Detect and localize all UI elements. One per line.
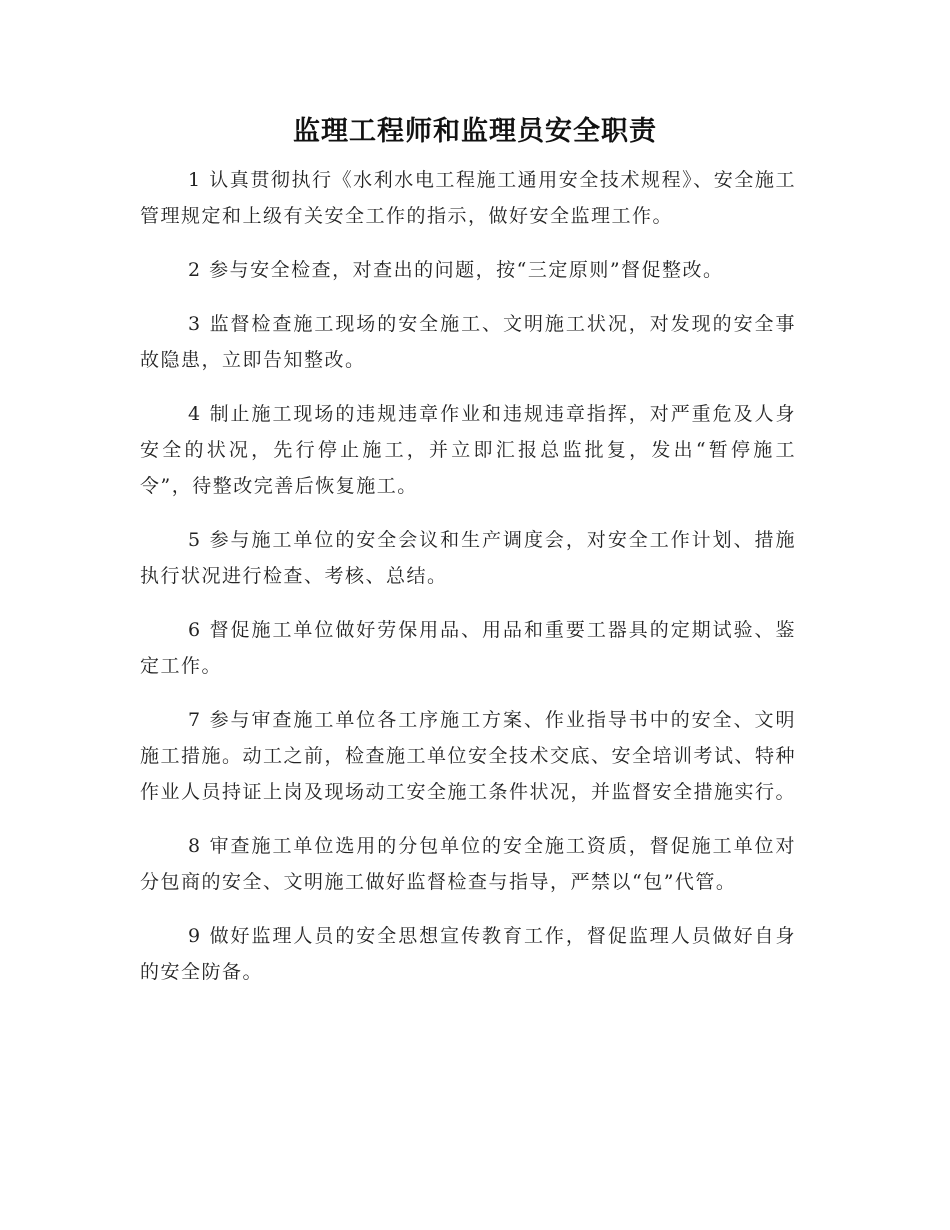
document-body [140, 162, 796, 1008]
duty-paragraph-2: 2 参与安全检查，对查出的问题，按“三定原则”督促整改。 [188, 259, 724, 281]
duty-paragraph-7: 7 参与审查施工单位各工序施工方案、作业指导书中的安全、文明施工措施。动工之前，检查施工单位安全技术交底、安全培训考试、特种作业人员持证上岗及现场动工安全施工条件状况，并监督安全措施实行。 [140, 709, 797, 803]
duty-paragraph-5: 5 参与施工单位的安全会议和生产调度会，对安全工作计划、措施执行状况进行检查、考核、总结。 [140, 529, 796, 587]
document-title: 监理工程师和监理员安全职责 [293, 116, 657, 147]
duty-paragraph-4: 4 制止施工现场的违规违章作业和违规违章指挥，对严重危及人身安全的状况，先行停止施工，并立即汇报总监批复，发出“暂停施工令”，待整改完善后恢复施工。 [140, 403, 796, 497]
duty-paragraph-9: 9 做好监理人员的安全思想宣传教育工作，督促监理人员做好自身的安全防备。 [140, 925, 796, 983]
duty-paragraph-1: 1 认真贯彻执行《水利水电工程施工通用安全技术规程》、安全施工管理规定和上级有关安全工作的指示，做好安全监理工作。 [140, 169, 796, 227]
duty-paragraph-6: 6 督促施工单位做好劳保用品、用品和重要工器具的定期试验、鉴定工作。 [140, 619, 796, 677]
duty-paragraph-3: 3 监督检查施工现场的安全施工、文明施工状况，对发现的安全事故隐患，立即告知整改。 [140, 313, 796, 371]
duty-paragraph-8: 8 审查施工单位选用的分包单位的安全施工资质，督促施工单位对分包商的安全、文明施工做好监督检查与指导，严禁以“包”代管。 [140, 835, 796, 893]
